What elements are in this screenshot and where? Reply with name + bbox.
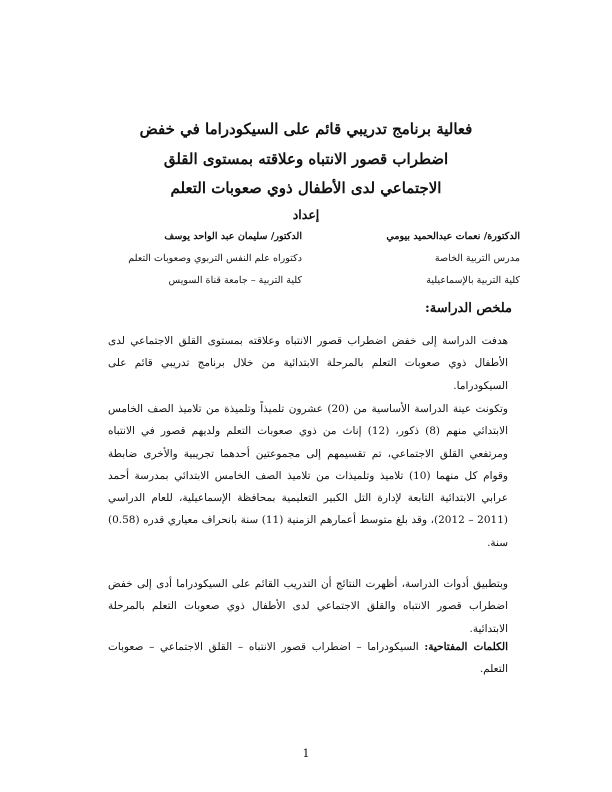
- keywords-paragraph: [108, 636, 508, 681]
- abstract-heading: ملخص الدراسة:: [424, 301, 512, 316]
- abstract-paragraph-2: وتكونت عينة الدراسة الأساسية من (20) عشرون تلميذاً وتلميذة من تلاميذ الصف الخامس الابتدائي منهم (8) ذكور، (12) إناث من ذوي صعوبات التعلم ولديهم قصور في الانتباه ومرتفعي القلق الاجتماعي، تم تقسيمهم إلى مجموعتين أحدهما تجريبية والأخرى ضابطة وقوام كل منهما (10) تلاميذ وتلميذات من تلاميذ الصف الخامس الابتدائي بمدرسة أحمد عرابي الابتدائية التابعة لإدارة التل الكبير التعليمية بمحافظة الإسماعيلية، للعام الدراسي (2011 – 2012)، وقد بلغ متوسط أعمارهم الزمنية (11) سنة بانحراف معياري قدره (0.58) سنة.: [108, 403, 509, 549]
- author-1: [300, 226, 520, 292]
- author-2-position: دكتوراه علم النفس التربوي وصعوبات التعلم: [128, 253, 302, 264]
- title-line-2: اضطراب قصور الانتباه وعلاقته بمستوى القلق: [163, 150, 449, 168]
- author-2-name: الدكتور/ سليمان عبد الواحد يوسف: [164, 231, 302, 242]
- keywords-text: السيكودراما – اضطراب قصور الانتباه – القلق الاجتماعي – صعوبات التعلم.: [108, 641, 508, 676]
- keywords-label: الكلمات المفتاحية:: [424, 641, 508, 653]
- author-1-name: الدكتورة/ نعمات عبدالحميد بيومي: [386, 231, 520, 242]
- page-number: 1: [302, 747, 310, 760]
- author-1-position: مدرس التربية الخاصة: [434, 253, 520, 264]
- prepared-by-label: إعداد: [292, 207, 320, 222]
- title-line-3: الاجتماعي لدى الأطفال ذوي صعوبات التعلم: [170, 179, 442, 197]
- title-line-1: فعالية برنامج تدريبي قائم على السيكودراما في خفض: [139, 120, 473, 138]
- author-2: [102, 226, 302, 292]
- author-1-affiliation: كلية التربية بالإسماعيلية: [426, 275, 520, 286]
- author-2-affiliation: كلية التربية – جامعة قناة السويس: [168, 275, 302, 286]
- abstract-paragraph-1: هدفت الدراسة إلى خفض اضطراب قصور الانتباه وعلاقته بمستوى القلق الاجتماعي لدى الأطفال ذوي صعوبات التعلم بالمرحلة الابتدائية من خلال برنامج تدريبي قائم على السيكودراما.: [108, 335, 508, 392]
- abstract-paragraph-3: وبتطبيق أدوات الدراسة، أظهرت النتائج أن التدريب القائم على السيكودراما أدى إلى خفض اضطراب قصور الانتباه والقلق الاجتماعي لدى الأطفال ذوي صعوبات التعلم بالمرحلة الابتدائية.: [108, 578, 508, 635]
